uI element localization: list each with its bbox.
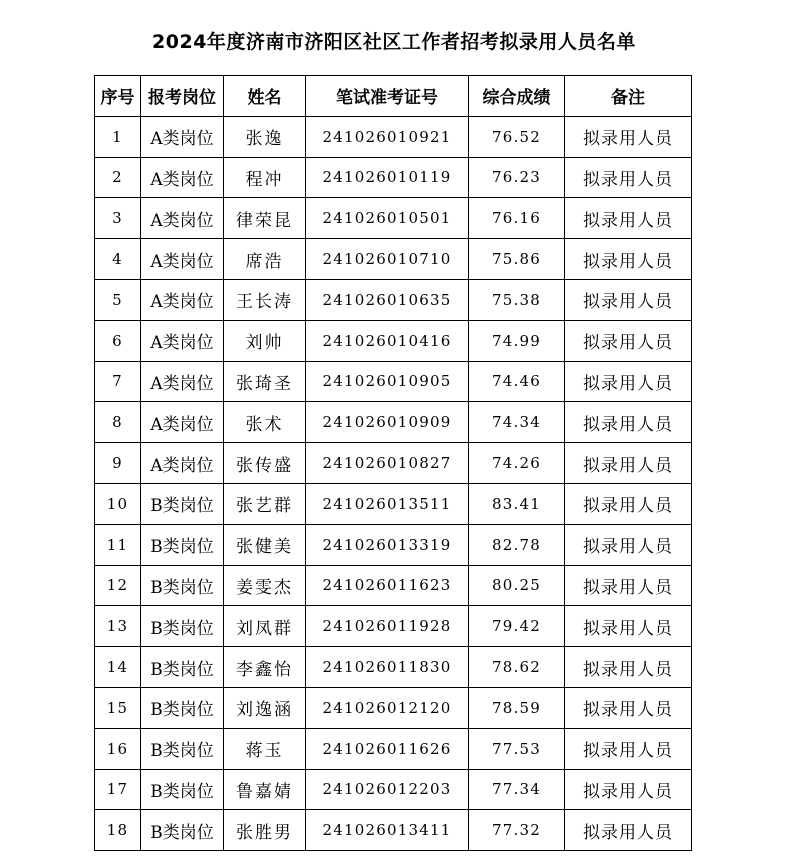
cell-post: A类岗位 — [141, 279, 224, 320]
cell-note: 拟录用人员 — [565, 157, 692, 198]
cell-ticket: 241026011928 — [306, 606, 469, 647]
cell-note: 拟录用人员 — [565, 810, 692, 851]
cell-post: B类岗位 — [141, 565, 224, 606]
cell-serial: 11 — [95, 524, 141, 565]
cell-serial: 14 — [95, 647, 141, 688]
table-row — [95, 606, 692, 647]
cell-name: 律荣昆 — [224, 198, 306, 239]
cell-note: 拟录用人员 — [565, 198, 692, 239]
cell-name: 王长涛 — [224, 279, 306, 320]
table-row — [95, 443, 692, 484]
cell-post: A类岗位 — [141, 443, 224, 484]
cell-serial: 5 — [95, 279, 141, 320]
cell-post: B类岗位 — [141, 769, 224, 810]
cell-post: B类岗位 — [141, 687, 224, 728]
cell-name: 席浩 — [224, 239, 306, 280]
cell-score: 76.23 — [469, 157, 565, 198]
cell-note: 拟录用人员 — [565, 116, 692, 157]
cell-note: 拟录用人员 — [565, 565, 692, 606]
header-ticket: 笔试准考证号 — [306, 76, 469, 117]
cell-post: A类岗位 — [141, 116, 224, 157]
cell-ticket: 241026011830 — [306, 647, 469, 688]
cell-name: 张健美 — [224, 524, 306, 565]
cell-serial: 16 — [95, 728, 141, 769]
cell-serial: 10 — [95, 483, 141, 524]
table-row — [95, 647, 692, 688]
cell-name: 蒋玉 — [224, 728, 306, 769]
cell-post: B类岗位 — [141, 728, 224, 769]
table-header — [95, 76, 692, 117]
cell-name: 张术 — [224, 402, 306, 443]
cell-score: 80.25 — [469, 565, 565, 606]
table-body — [95, 116, 692, 850]
cell-serial: 4 — [95, 239, 141, 280]
cell-score: 77.53 — [469, 728, 565, 769]
table-row — [95, 361, 692, 402]
cell-note: 拟录用人员 — [565, 524, 692, 565]
cell-post: A类岗位 — [141, 198, 224, 239]
cell-name: 姜雯杰 — [224, 565, 306, 606]
cell-ticket: 241026011626 — [306, 728, 469, 769]
cell-ticket: 241026010710 — [306, 239, 469, 280]
table-row — [95, 524, 692, 565]
table-row — [95, 565, 692, 606]
cell-ticket: 241026010921 — [306, 116, 469, 157]
cell-note: 拟录用人员 — [565, 239, 692, 280]
cell-score: 75.86 — [469, 239, 565, 280]
cell-serial: 18 — [95, 810, 141, 851]
cell-post: B类岗位 — [141, 524, 224, 565]
table-row — [95, 116, 692, 157]
roster-table — [94, 75, 692, 851]
cell-ticket: 241026012203 — [306, 769, 469, 810]
cell-score: 77.34 — [469, 769, 565, 810]
cell-score: 77.32 — [469, 810, 565, 851]
cell-serial: 2 — [95, 157, 141, 198]
cell-ticket: 241026012120 — [306, 687, 469, 728]
table-row — [95, 483, 692, 524]
cell-serial: 7 — [95, 361, 141, 402]
cell-name: 张逸 — [224, 116, 306, 157]
cell-serial: 8 — [95, 402, 141, 443]
cell-score: 76.16 — [469, 198, 565, 239]
header-serial: 序号 — [95, 76, 141, 117]
cell-ticket: 241026013319 — [306, 524, 469, 565]
cell-note: 拟录用人员 — [565, 483, 692, 524]
cell-post: A类岗位 — [141, 361, 224, 402]
cell-ticket: 241026010635 — [306, 279, 469, 320]
cell-name: 张胜男 — [224, 810, 306, 851]
cell-ticket: 241026010905 — [306, 361, 469, 402]
cell-serial: 17 — [95, 769, 141, 810]
cell-serial: 12 — [95, 565, 141, 606]
cell-score: 75.38 — [469, 279, 565, 320]
cell-post: A类岗位 — [141, 320, 224, 361]
cell-serial: 13 — [95, 606, 141, 647]
cell-score: 82.78 — [469, 524, 565, 565]
table-row — [95, 728, 692, 769]
cell-name: 李鑫怡 — [224, 647, 306, 688]
cell-ticket: 241026011623 — [306, 565, 469, 606]
cell-ticket: 241026013511 — [306, 483, 469, 524]
cell-serial: 6 — [95, 320, 141, 361]
cell-serial: 9 — [95, 443, 141, 484]
table-row — [95, 157, 692, 198]
cell-name: 张琦圣 — [224, 361, 306, 402]
cell-name: 刘凤群 — [224, 606, 306, 647]
header-row — [95, 76, 692, 117]
cell-score: 74.26 — [469, 443, 565, 484]
cell-name: 张艺群 — [224, 483, 306, 524]
cell-score: 76.52 — [469, 116, 565, 157]
cell-note: 拟录用人员 — [565, 361, 692, 402]
cell-post: A类岗位 — [141, 157, 224, 198]
header-score: 综合成绩 — [469, 76, 565, 117]
cell-post: B类岗位 — [141, 810, 224, 851]
table-row — [95, 239, 692, 280]
cell-name: 鲁嘉婧 — [224, 769, 306, 810]
cell-score: 78.62 — [469, 647, 565, 688]
cell-post: B类岗位 — [141, 647, 224, 688]
cell-post: B类岗位 — [141, 606, 224, 647]
cell-ticket: 241026010501 — [306, 198, 469, 239]
cell-note: 拟录用人员 — [565, 279, 692, 320]
cell-name: 刘逸涵 — [224, 687, 306, 728]
cell-score: 74.34 — [469, 402, 565, 443]
table-row — [95, 198, 692, 239]
cell-serial: 15 — [95, 687, 141, 728]
cell-note: 拟录用人员 — [565, 687, 692, 728]
cell-score: 78.59 — [469, 687, 565, 728]
cell-score: 79.42 — [469, 606, 565, 647]
cell-score: 74.99 — [469, 320, 565, 361]
table-row — [95, 320, 692, 361]
cell-serial: 3 — [95, 198, 141, 239]
cell-note: 拟录用人员 — [565, 443, 692, 484]
cell-note: 拟录用人员 — [565, 320, 692, 361]
cell-name: 程冲 — [224, 157, 306, 198]
cell-note: 拟录用人员 — [565, 606, 692, 647]
cell-name: 张传盛 — [224, 443, 306, 484]
table-row — [95, 687, 692, 728]
cell-ticket: 241026013411 — [306, 810, 469, 851]
cell-post: A类岗位 — [141, 239, 224, 280]
table-row — [95, 402, 692, 443]
table-row — [95, 769, 692, 810]
cell-post: B类岗位 — [141, 483, 224, 524]
header-name: 姓名 — [224, 76, 306, 117]
table-row — [95, 279, 692, 320]
cell-post: A类岗位 — [141, 402, 224, 443]
header-post: 报考岗位 — [141, 76, 224, 117]
cell-note: 拟录用人员 — [565, 647, 692, 688]
cell-ticket: 241026010909 — [306, 402, 469, 443]
cell-ticket: 241026010416 — [306, 320, 469, 361]
cell-note: 拟录用人员 — [565, 402, 692, 443]
cell-ticket: 241026010827 — [306, 443, 469, 484]
cell-note: 拟录用人员 — [565, 728, 692, 769]
cell-score: 83.41 — [469, 483, 565, 524]
page-title: 2024年度济南市济阳区社区工作者招考拟录用人员名单 — [152, 31, 636, 53]
table-row — [95, 810, 692, 851]
cell-score: 74.46 — [469, 361, 565, 402]
cell-ticket: 241026010119 — [306, 157, 469, 198]
cell-serial: 1 — [95, 116, 141, 157]
cell-name: 刘帅 — [224, 320, 306, 361]
cell-note: 拟录用人员 — [565, 769, 692, 810]
header-note: 备注 — [565, 76, 692, 117]
